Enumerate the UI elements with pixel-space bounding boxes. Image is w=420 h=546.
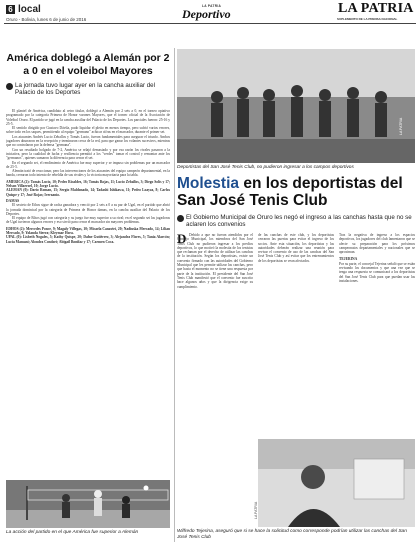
- left-article: [4, 49, 172, 543]
- paper-name: LA PATRIA: [338, 1, 414, 16]
- volleyball-scene-image: [6, 480, 170, 528]
- deportivo-brand-title: Deportivo: [182, 7, 231, 21]
- bullet-arrow-icon: [177, 215, 184, 222]
- header-rule: [4, 23, 416, 24]
- tejerina-heading: TEJERINA: [339, 257, 358, 262]
- right-col-1-text: Debido a que no fueron atendidos por el Concejo Municipal, los miembros del San José Tenis Club no pudieron ingresar a los predios deportivos, lo que motivó la molestia de los tenistas que reclaman por el derecho de utilizar las canchas de la institución. Según los deportistas, existe un convenio firmado con las autoridades del Gobierno Municipal que les permite utilizar las canchas, pero que hasta el momento no se tiene una respuesta por parte de la institución. El presidente del San José Tenis Club manifestó que el convenio fue suscrito hace algunos años y que la dirigencia exige su cumplimiento.: [177, 233, 253, 289]
- right-col-3-text: Tras la negativa de ingreso a los espacios deportivos, los jugadores del club lamentaron que se afecte su preparación para los próximos campeonatos departamentales y nacionales que se aproximan.: [339, 233, 415, 255]
- tennis-club-photo: [177, 49, 415, 163]
- paper-tag: SUPLEMENTO DE LA PRENSA NACIONAL: [337, 17, 398, 21]
- tejerina-portrait-image: [258, 439, 415, 527]
- top-photo-credit: LA PATRIA: [399, 117, 403, 135]
- lineup-ugal: UPAL (0): Lisbeth Nogales, 5; Kathy Quispe, 20; Dafne Gutiérrez, 3; Alejandra Flores, 5; Tania Alarcón; Lucía Mamani; Alondra Condori; Abigail Bonifaz y 17; Carmen Coca.: [6, 235, 170, 244]
- right-headline-rest: en los deportistas del San José Tenis Club: [177, 175, 403, 209]
- left-subhead-text: La jornada tuvo lugar ayer en la cancha auxiliar del Palacio de los Deportes: [15, 82, 155, 97]
- top-photo-caption: Deportistas del San José Tenis Club, no pudieron ingresar a los campos deportivos: [177, 165, 354, 170]
- damas-heading: DAMAS: [6, 198, 20, 203]
- right-subhead-text: El Gobierno Municipal de Oruro les negó el ingreso a las canchas hasta que no se aclaren los convenios: [186, 214, 412, 229]
- bullet-arrow-icon: [6, 83, 13, 90]
- deportivo-brand: [178, 4, 248, 24]
- right-col-3: [339, 233, 415, 453]
- drop-cap: D: [177, 231, 187, 246]
- lineup-america: AMÉRICA (2): Tomás Lucio, 10; Pedro Ricaldez, 16; Tomás Rojas, 11; Lucio Zeballos, 3; Diego Solís y 17; Nelson Villarroel, 10; Jorge Lucio.: [6, 179, 170, 189]
- left-body-p2: El sentido dirigido por Gustavo Dávila, pudo liquidar el pleito en menos tiempo, pero sufrió varios errores, sobre todo en los saques, permitiendo al equipo "germano" achicar cifras en el marcador, durante el primer set.: [6, 126, 170, 135]
- bottom-photo-credit: LA PATRIA: [254, 501, 258, 519]
- right-col-2-text: de las canchas de este club, y los deportistas cerraron las puertas para evitar el ingreso de los socios. Ante esta situación, los deportistas y las autoridades deberán realizar una reunión para revisar el convenio de uso de las canchas del San José Tenis Club y así evitar que los entrenamientos de los deportistas se vean afectados.: [258, 233, 334, 263]
- lineup-ethos: EDHOS (2): Mercedes Ponce, 9; Magaly Villegas, 10; Micaela Canaviri, 20; Nadiuska Mercado, 14; Lilian Mercado, 9; Yolanda Sierra; Kleymar Hora.: [6, 226, 170, 236]
- left-body-p5: En el segundo set, el rendimiento de América fue muy superior y se impuso sin problemas por un marcador de 25-5.: [6, 160, 170, 169]
- left-body-p4: Con un resultado holgado de 7-2, América se relajó demasiado y por esa razón los rivales pasaron a la iniciativa, pero la cualidad de lucha y resiliencia permitió a los "verdes" tomar el control y remontar ante los "germanos", quienes sumaron la diferencia para cerrar el set.: [6, 147, 170, 161]
- deportivo-brand-small: LA PATRIA: [202, 4, 222, 8]
- right-col-2: [258, 233, 334, 433]
- dateline: Oruro - Bolivia, lunes 6 de junio de 2016: [6, 17, 87, 22]
- right-article: [177, 49, 418, 543]
- column-divider: [174, 48, 175, 542]
- left-photo-caption: La acción del partido en el que América fue superior a Alemán: [6, 530, 139, 535]
- volleyball-photo: [6, 480, 170, 528]
- page-number-box: [6, 5, 15, 14]
- right-bottom-caption: Wilfredo Tejerina, aseguró que si se hace la solicitud como corresponde podrían utilizar las canchas del San José Tenis Club: [177, 529, 407, 540]
- lineup-aleman: ALEMÁN (0): Darío Roman, 15; Sergio Maldonado, 14; Tadashi Ishikawa, 11; Pedro Loayza, 8; Carlos Quispe y 17; José Rojas; Iverzanio.: [6, 188, 170, 197]
- left-body-column: [6, 109, 170, 477]
- left-body-p7: El sexteto de Ethos sigue de racha ganadora y venció por 2 sets a 0 a su par de Ugal, en el partido que abrió la jornada dominical por la categoría de Primera de Honor damas, en la cancha auxiliar del Palacio de los Deportes.: [6, 203, 170, 216]
- section-label: local: [18, 4, 41, 15]
- left-body-p1: El plantel de América, candidato al cetro titular, doblegó a Alemán por 2 sets a 0, en el torneo optativo programado por la categoría Primera de Honor varones Mayores, que el torneo oficial de la Asociación de Voleibol Oruro. El partido se jugó en la cancha auxiliar del Palacio de los Deportes. Los parciales fueron: 25-16 y 25-5.: [6, 109, 170, 126]
- left-body-p6: Alemán trató de reaccionar, pero las intervenciones de los atacantes del equipo campeón departamental, en la banda, cerraron todo intento de rebeldía de sus rivales y la victoria mayoritaria para la tabla.: [6, 169, 170, 178]
- right-col-3b-text: Por su parte, el concejal Tejerina señaló que se están revisando los documentos y que una vez que se tenga una respuesta se comunicará a los deportistas del San José Tenis Club para que puedan usar las instalaciones.: [339, 261, 415, 283]
- right-headline: [177, 175, 415, 209]
- page-number: 6: [8, 5, 13, 14]
- tennis-group-image: [177, 49, 415, 163]
- right-col-1: [177, 233, 253, 525]
- left-body-p3: Los atacantes Andrés Lucio Zeballos y Tomás Lucio, fueron fundamentales para asegurar el triunfo. Ambos jugadores aburraron en la recepción y terminaron cerca de la red, para que ganar los volantes sucesivos, mientras que no controlaron por la defensa "germana".: [6, 134, 170, 148]
- left-body-p8: El equipo de Ethos jugó con categoría y su juego fue muy superior a su rival; en el segundo set las jugadoras de Ugal tuvieron algunos errores y eso sirvió para cerrar el marcador sin mayores problemas.: [6, 216, 170, 225]
- tejerina-photo: [258, 439, 415, 527]
- left-headline: América doblegó a Alemán por 2 a 0 en el voleibol Mayores: [6, 52, 170, 77]
- right-headline-accent: Molestia: [177, 175, 240, 192]
